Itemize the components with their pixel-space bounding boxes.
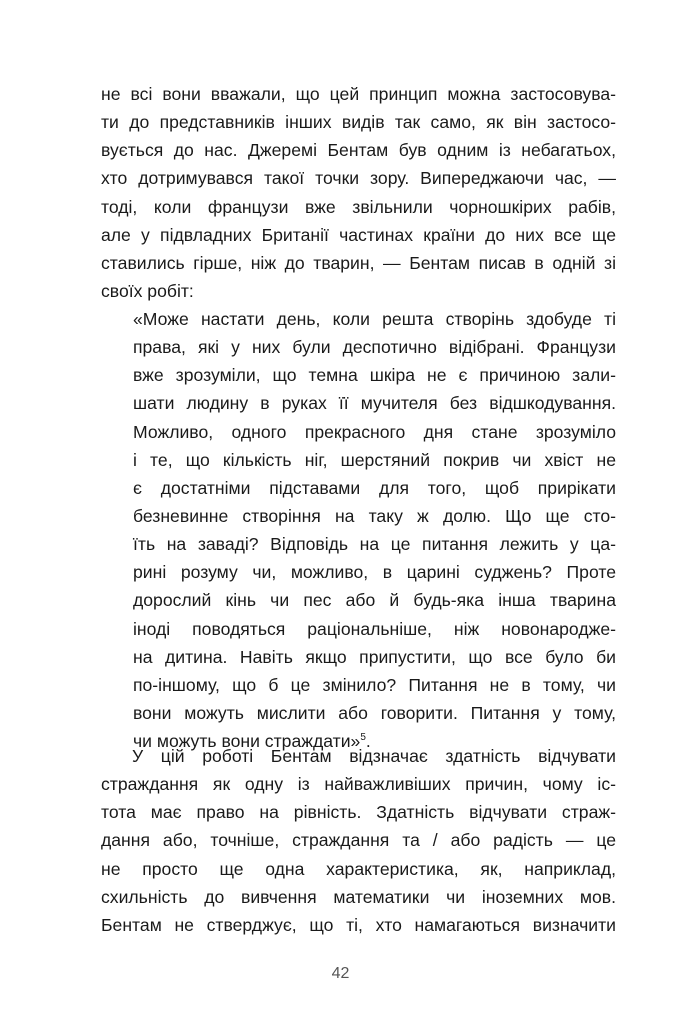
intro-paragraph xyxy=(101,80,616,305)
closing-paragraph xyxy=(101,742,616,939)
text-line: У цій роботі Бентам відзначає здатність відчувати xyxy=(132,746,616,766)
quote-line: іноді поводяться раціональніше, ніж новонародже- xyxy=(133,618,616,639)
text-line: вується до нас. Джеремі Бентам був одним із небагатьох, xyxy=(101,140,616,161)
quote-line: вже зрозуміли, що темна шкіра не є причиною зали- xyxy=(133,365,616,386)
quote-line: є достатніми підставами для того, щоб прирікати xyxy=(133,477,616,498)
quote-line: шати людину в руках її мучителя без відшкодування. xyxy=(133,393,616,414)
text-line: але у підвладних Британії частинах країни до них все ще xyxy=(101,224,616,245)
text-line: дання або, точніше, страждання та / або радість — це xyxy=(101,830,616,851)
quote-line: вони можуть мислити або говорити. Питання у тому, xyxy=(133,702,616,723)
quote-line: по-іншому, що б це змінило? Питання не в тому, чи xyxy=(133,674,616,695)
quote-line: Можливо, одного прекрасного дня стане зрозуміло xyxy=(133,421,616,442)
page-number: 42 xyxy=(331,965,350,982)
text-line: своїх робіт: xyxy=(101,280,194,301)
quote-line: безневинне створіння на таку ж долю. Що ще сто- xyxy=(133,505,616,526)
text-line: Бентам не стверджує, що ті, хто намагаються визначити xyxy=(101,914,616,935)
quote-line-last: чи можуть вони страждати»$^5$. xyxy=(133,731,371,752)
quote-line: їть на заваді? Відповідь на це питання лежить у ца- xyxy=(133,534,616,555)
quote-line: на дитина. Навіть якщо припустити, що все було би xyxy=(133,646,616,667)
text-line: тоді, коли французи вже звільнили чорношкірих рабів, xyxy=(101,196,616,217)
text-line: схильність до вивчення математики чи іноземних мов. xyxy=(101,886,616,907)
text-line: тота має право на рівність. Здатність відчувати страж- xyxy=(101,802,616,823)
quote-line: і те, що кількість ніг, шерстяний покрив чи хвіст не xyxy=(133,449,616,470)
block-quote xyxy=(133,305,616,755)
text-line: не просто ще одна характеристика, як, наприклад, xyxy=(101,858,616,879)
footnote-marker[interactable]: 5 xyxy=(360,732,366,744)
quote-line: права, які у них були деспотично відібрані. Французи xyxy=(133,337,616,358)
text-line: не всі вони вважали, що цей принцип можна застосовува- xyxy=(101,84,616,104)
quote-line: рині розуму чи, можливо, в царині суджень? Проте xyxy=(133,562,616,583)
text-line: хто дотримувався такої точки зору. Випереджаючи час, — xyxy=(101,168,616,189)
quote-line: дорослий кінь чи пес або й будь-яка інша тварина xyxy=(133,590,616,611)
text-line: ти до представників інших видів так само, як він застосо- xyxy=(101,112,616,133)
quote-text: чи можуть вони страждати» xyxy=(133,731,361,752)
text-line: страждання як одну із найважливіших причин, чому іс- xyxy=(101,774,616,795)
text-line: ставились гірше, ніж до тварин, — Бентам писав в одній зі xyxy=(101,252,616,273)
quote-line: «Може настати день, коли решта створінь здобуде ті xyxy=(133,309,616,329)
